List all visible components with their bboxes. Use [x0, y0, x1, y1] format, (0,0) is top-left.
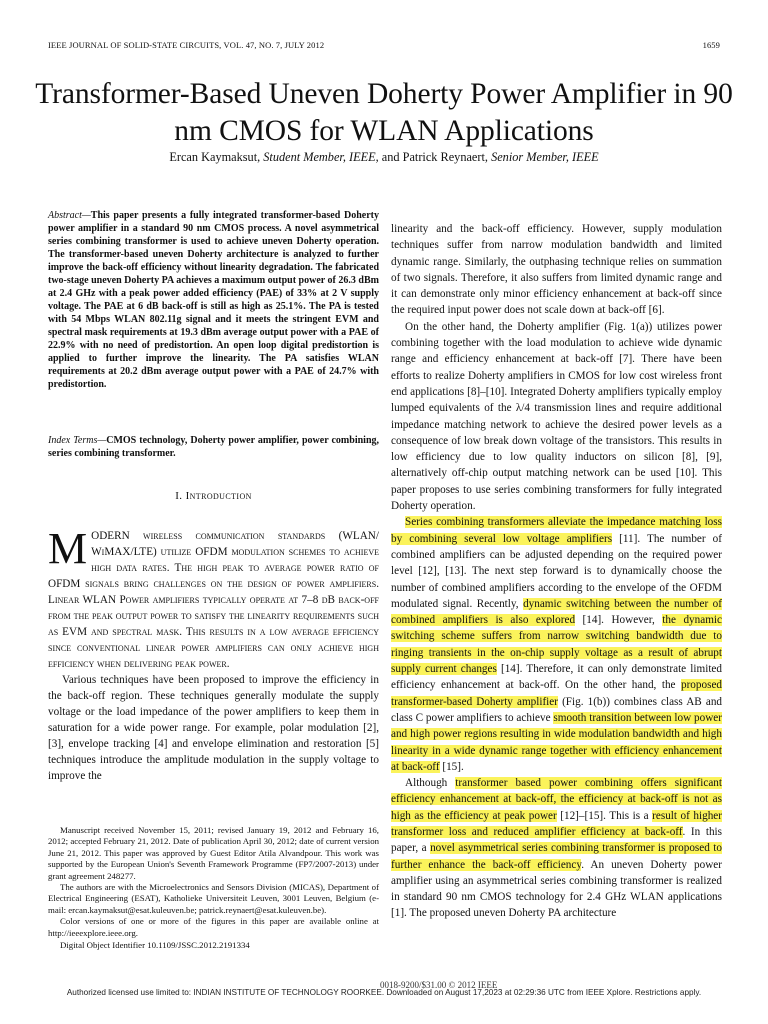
highlight-3: the dynamic switching scheme suffers from narrow switching bandwidth due to ringing transients in the on-chip supply voltage as a result of abrupt supply current changes: [391, 614, 722, 676]
right-paragraph-1: linearity and the back-off efficiency. However, supply modulation techniques suffer from narrow modulation bandwidth and limited dynamic range. Similarly, the outphasing technique relies on summation of two signals. Therefore, it also suffers from limited dynamic range and it can demonstrate only minor efficiency enhancement at back-off since the required input power does not scale down at back-off [6].: [391, 223, 722, 317]
right-paragraph-2: On the other hand, the Doherty amplifier (Fig. 1(a)) utilizes power combining together with the load modulation to achieve wide dynamic range and efficiency enhancement at back-off [7]. There have been efforts to realize Doherty amplifiers in CMOS for low cost wireless front end applications [8]–[10]. Integrated Doherty amplifiers typically employ lumped equivalents of the λ/4 transmission lines and require additional impedance matching network to achieve the desired power levels as a consequence of low break down voltage of the transistors. This results in low efficiency due to low quality inductors on silicon [8], [9], alternatively off-chip output matching network can be used [10]. This paper proposes to use series combining transformers for fully integrated Doherty operation.: [391, 320, 722, 513]
copyright-line: 0018-9200/$31.00 © 2012 IEEE: [380, 980, 498, 990]
text-run: . An uneven Doherty power amplifier using an asymmetrical series combining transformer is realized in standard 90 nm CMOS technology for 2.4 GHz WLAN applications [1]. The proposed uneven Doherty PA architecture: [391, 858, 722, 920]
intro-p1-text: ODERN wireless communication standards (WLAN/ WiMAX/LTE) utilize OFDM modulation schemes to achieve high data rates. The high peak to average power ratio of OFDM signals bring challenges on the design of power amplifiers. Linear WLAN Power amplifiers typically operate at 7–8 dB back-off from the peak output power to satisfy the linearity requirements such as EVM and spectral mask. This results in a low average efficiency since conventional linear power amplifiers can only achieve high efficiency when delivering peak power.: [48, 530, 379, 670]
drop-cap: M: [48, 524, 88, 573]
text-run: [14]. However,: [575, 614, 663, 627]
index-terms: [48, 434, 379, 460]
footnote-color: Color versions of one or more of the figures in this paper are available online at http://ieeexplore.ieee.org.: [48, 916, 379, 938]
abstract-text: This paper presents a fully integrated transformer-based Doherty power amplifier in a standard 90 nm CMOS process. A novel asymmetrical series combining transformer is used to achieve uneven Doherty operation. The transformer-based uneven Doherty architecture is analyzed to further improve the back-off efficiency without linearity degradation. The fabricated two-stage uneven Doherty PA achieves a maximum output power of 26.3 dBm at 2.4 GHz with a peak power added efficiency (PAE) of 33% at 2 V supply voltage. The PAE at 6 dB back-off is still as high as 25.1%. The PA is tested with 54 Mbps WLAN 802.11g signal and it meets the stringent EVM and spectral mask requirements at 19.3 dBm average output power with a PAE of 22.9% with no need of predistortion. An open loop digital predistortion is applied to further improve the linearity. The PA satisfies WLAN requirements at 20.2 dBm average output power with a PAE of 24.7% with predistortion.: [48, 210, 379, 390]
author-and: and: [381, 150, 400, 164]
author-2-name: Patrick Reynaert,: [402, 150, 488, 164]
author-1-role: Student Member, IEEE,: [263, 150, 379, 164]
footnotes: [48, 825, 379, 951]
introduction-body: [48, 524, 379, 784]
text-run: Although: [405, 777, 456, 790]
abstract: [48, 209, 379, 391]
text-run: [11]. The number of combined amplifiers can be adjusted depending on the required power level [12], [13]. The next step forward is to dynamically choose the number of combined amplifiers according to the envelope of the OFDM modulated signal. Recently,: [391, 532, 722, 610]
section-number: I.: [175, 490, 183, 502]
paper-title: Transformer-Based Uneven Doherty Power Amplifier in 90 nm CMOS for WLAN Applications: [35, 78, 733, 147]
text-run: [15].: [439, 760, 464, 773]
highlight-7: result of higher transformer loss and reduced amplifier efficiency at back-off: [391, 809, 722, 838]
text-run: [14]. Therefore, it can only demonstrate limited efficiency enhancement at back-off. On the other hand, the: [391, 663, 722, 692]
abstract-lead: Abstract—: [48, 210, 91, 221]
section-heading: [48, 490, 379, 502]
index-terms-text: CMOS technology, Doherty power amplifier, power combining, series combining transformer.: [48, 435, 380, 459]
right-paragraph-3: [391, 514, 722, 775]
footnote-authors: The authors are with the Microelectronics and Sensors Division (MICAS), Department of Electrical Engineering (ESAT), Katholieke Universiteit Leuven, 3001 Leuven, Belgium (e-mail: ercan.kaymaksut@esat.kuleuven.be; patrick.reynaert@esat.kuleuven.be).: [48, 882, 379, 915]
highlight-6: transformer based power combining offers significant efficiency enhancement at back-off, the efficiency at back-off is not as high as the efficiency at peak power: [391, 777, 722, 822]
running-header: [48, 40, 720, 56]
right-column-body: [391, 221, 722, 922]
section-title: Introduction: [185, 490, 252, 502]
text-run: (Fig. 1(b)) combines class AB and class C power amplifiers to achieve: [391, 695, 723, 724]
license-notice: Authorized licensed use limited to: INDIAN INSTITUTE OF TECHNOLOGY ROORKEE. Downloaded on August 17,2023 at 02:29:36 UTC from IEEE Xplore. Restrictions apply.: [66, 988, 702, 997]
page-number: 1659: [702, 40, 720, 50]
highlight-1: Series combining transformers alleviate the impedance matching loss by combining several low voltage amplifiers: [391, 516, 722, 545]
highlight-2: dynamic switching between the number of combined amplifiers is also explored: [391, 597, 722, 627]
intro-paragraph-1: [48, 524, 379, 672]
journal-citation: IEEE JOURNAL OF SOLID-STATE CIRCUITS, VOL. 47, NO. 7, JULY 2012: [48, 40, 325, 50]
author-line: [30, 150, 738, 165]
index-terms-lead: Index Terms—: [48, 435, 107, 446]
footnote-doi: Digital Object Identifier 10.1109/JSSC.2012.2191334: [60, 940, 250, 951]
author-2-role: Senior Member, IEEE: [491, 150, 599, 164]
intro-paragraph-2: Various techniques have been proposed to improve the efficiency in the back-off region. These techniques generally modulate the supply voltage or the load impedance of the power amplifiers to keep them in saturation for a wide power range. For example, polar modulation [2], [3], envelope tracking [4] and envelope elimination and restoration [5] techniques introduce the amplitude modulation in the supply voltage to improve the: [48, 674, 379, 782]
highlight-5: smooth transition between low power and high power regions resulting in wide modulation bandwidth and high linearity in a wide dynamic range together with efficiency enhancement at back-off: [391, 711, 722, 773]
highlight-4: proposed transformer-based Doherty amplifier: [391, 679, 722, 708]
text-run: . In this paper, a: [391, 825, 723, 855]
author-1-name: Ercan Kaymaksut,: [169, 150, 261, 164]
footnote-manuscript: Manuscript received November 15, 2011; revised January 19, 2012 and February 16, 2012; accepted February 21, 2012. Date of publication April 30, 2012; date of current version June 21, 2012. This paper was approved by Guest Editor Atila Alvandpour. This work was supported by the European Union's Seventh Framework Programme (FP7/2007-2013) under grant agreement 248277.: [48, 825, 379, 881]
text-run: [12]–[15]. This is a: [556, 809, 653, 822]
highlight-8: novel asymmetrical series combining transformer is proposed to further enhance the back-off efficiency: [391, 842, 722, 871]
right-paragraph-4: [391, 775, 722, 922]
